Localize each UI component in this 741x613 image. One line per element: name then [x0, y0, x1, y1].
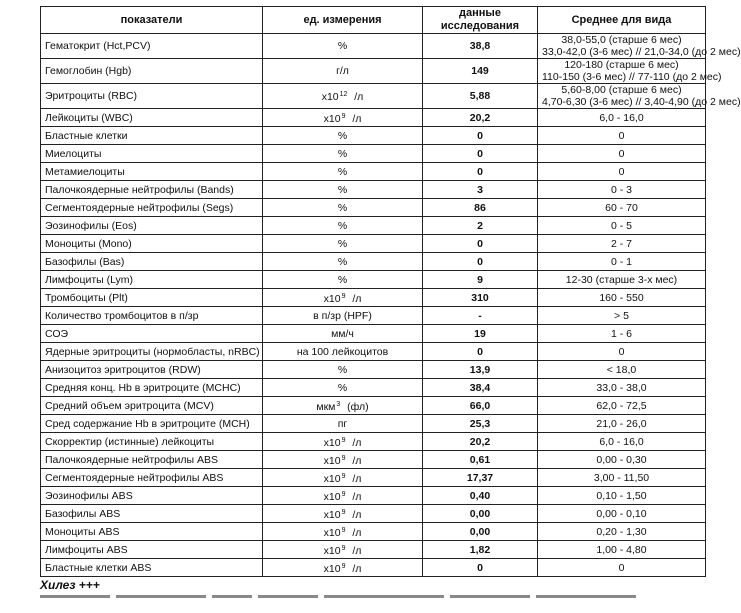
parameter-name: Анизоцитоз эритроцитов (RDW)	[41, 361, 263, 379]
table-row	[41, 163, 706, 181]
reference-range	[538, 325, 706, 343]
parameter-name: Лимфоциты (Lym)	[41, 271, 263, 289]
reference-line: 0	[618, 129, 625, 142]
unit-cell: пг	[263, 415, 423, 433]
parameter-name: Палочкоядерные нейтрофилы ABS	[41, 451, 263, 469]
table-row	[41, 505, 706, 523]
table-row	[41, 397, 706, 415]
unit-suffix: /л	[352, 490, 362, 503]
reference-line: 0 - 3	[610, 183, 632, 196]
result-value: 38,4	[423, 379, 538, 397]
unit-cell	[263, 541, 423, 559]
parameter-name: Гемоглобин (Hgb)	[41, 59, 263, 84]
reference-range	[538, 163, 706, 181]
parameter-name: Количество тромбоцитов в п/зр	[41, 307, 263, 325]
reference-range	[538, 559, 706, 577]
unit-cell: %	[263, 145, 423, 163]
parameter-name: Базофилы ABS	[41, 505, 263, 523]
result-value: 20,2	[423, 433, 538, 451]
unit-base: мкм	[316, 400, 336, 413]
unit-cell: %	[263, 217, 423, 235]
unit-cell: в п/зр (HPF)	[263, 307, 423, 325]
unit-base: x10	[323, 472, 341, 485]
unit-cell	[263, 289, 423, 307]
parameter-name: Лимфоциты ABS	[41, 541, 263, 559]
reference-range	[538, 361, 706, 379]
reference-line: 21,0 - 26,0	[596, 417, 647, 430]
parameter-name: Ядерные эритроциты (нормобласты, nRBC)	[41, 343, 263, 361]
unit-base: x10	[323, 454, 341, 467]
result-value: 0	[423, 235, 538, 253]
footer-note: Хилез +++	[40, 578, 100, 592]
unit-suffix: /л	[352, 562, 362, 575]
table-row	[41, 217, 706, 235]
table-row	[41, 487, 706, 505]
unit-exponent: 9	[341, 454, 346, 462]
reference-line: 4,70-6,30 (3-6 мес) // 3,40-4,90 (до 2 мес)	[542, 96, 741, 108]
reference-line: 0,00 - 0,10	[596, 507, 647, 520]
parameter-name: Эозинофилы ABS	[41, 487, 263, 505]
reference-range	[538, 343, 706, 361]
reference-line: 38,0-55,0 (старше 6 мес)	[561, 34, 682, 46]
unit-base: x10	[323, 490, 341, 503]
unit-cell: %	[263, 163, 423, 181]
header-reference: Среднее для вида	[538, 7, 706, 34]
reference-range	[538, 523, 706, 541]
result-value: 13,9	[423, 361, 538, 379]
result-value: 19	[423, 325, 538, 343]
table-row	[41, 145, 706, 163]
reference-line: 3,00 - 11,50	[593, 471, 650, 484]
parameter-name: Сред содержание Hb в эритроците (MCH)	[41, 415, 263, 433]
parameter-name: Гематокрит (Hct,PCV)	[41, 34, 263, 59]
table-row	[41, 235, 706, 253]
reference-line: 0 - 5	[610, 219, 632, 232]
reference-line: 6,0 - 16,0	[599, 435, 644, 448]
parameter-name: Базофилы (Bas)	[41, 253, 263, 271]
unit-cell	[263, 109, 423, 127]
reference-range	[538, 181, 706, 199]
reference-line: < 18,0	[606, 363, 637, 376]
unit-cell: %	[263, 199, 423, 217]
unit-cell	[263, 84, 423, 109]
reference-range	[538, 271, 706, 289]
result-value: 0	[423, 559, 538, 577]
table-row	[41, 451, 706, 469]
reference-line: 110-150 (3-6 мес) // 77-110 (до 2 мес)	[542, 71, 722, 83]
unit-cell	[263, 451, 423, 469]
table-row	[41, 59, 706, 84]
reference-line: 0	[618, 345, 625, 358]
reference-line: 0	[618, 561, 625, 574]
reference-range	[538, 127, 706, 145]
unit-suffix: /л	[352, 544, 362, 557]
result-value: 86	[423, 199, 538, 217]
result-value: 38,8	[423, 34, 538, 59]
result-value: 1,82	[423, 541, 538, 559]
table-row	[41, 84, 706, 109]
reference-range	[538, 109, 706, 127]
reference-range	[538, 541, 706, 559]
unit-cell	[263, 559, 423, 577]
table-row	[41, 199, 706, 217]
unit-cell: г/л	[263, 59, 423, 84]
reference-line: 160 - 550	[599, 291, 644, 304]
table-row	[41, 271, 706, 289]
result-value: 25,3	[423, 415, 538, 433]
result-value: 310	[423, 289, 538, 307]
unit-exponent: 12	[339, 91, 348, 98]
unit-cell	[263, 433, 423, 451]
parameter-name: Палочкоядерные нейтрофилы (Bands)	[41, 181, 263, 199]
parameter-name: Сегментоядерные нейтрофилы ABS	[41, 469, 263, 487]
unit-suffix: (фл)	[347, 400, 369, 413]
reference-line: 33,0 - 38,0	[596, 381, 647, 394]
reference-line: 1 - 6	[610, 327, 632, 340]
unit-exponent: 9	[341, 490, 346, 498]
reference-range	[538, 253, 706, 271]
parameter-name: Эозинофилы (Eos)	[41, 217, 263, 235]
result-value: 20,2	[423, 109, 538, 127]
result-value: -	[423, 307, 538, 325]
parameter-name: Моноциты (Mono)	[41, 235, 263, 253]
parameter-name: Эритроциты (RBC)	[41, 84, 263, 109]
result-value: 0	[423, 145, 538, 163]
reference-line: 0	[618, 165, 625, 178]
reference-range	[538, 84, 741, 109]
reference-range	[538, 289, 706, 307]
unit-exponent: 9	[341, 292, 346, 300]
unit-cell	[263, 523, 423, 541]
parameter-name: СОЭ	[41, 325, 263, 343]
unit-base: x10	[323, 436, 341, 449]
unit-cell: %	[263, 127, 423, 145]
result-value: 0	[423, 127, 538, 145]
table-row	[41, 307, 706, 325]
result-value: 17,37	[423, 469, 538, 487]
unit-exponent: 9	[341, 112, 346, 120]
unit-exponent: 3	[336, 400, 341, 408]
reference-line: 5,60-8,00 (старше 6 мес)	[561, 84, 682, 96]
result-value: 66,0	[423, 397, 538, 415]
parameter-name: Средняя конц. Hb в эритроците (MCHC)	[41, 379, 263, 397]
table-row	[41, 361, 706, 379]
reference-range	[538, 415, 706, 433]
table-row	[41, 253, 706, 271]
parameter-name: Тромбоциты (Plt)	[41, 289, 263, 307]
unit-cell: %	[263, 253, 423, 271]
result-value: 0,00	[423, 505, 538, 523]
reference-line: 0	[618, 147, 625, 160]
table-row	[41, 379, 706, 397]
table-row	[41, 325, 706, 343]
result-value: 0,61	[423, 451, 538, 469]
unit-suffix: /л	[352, 508, 362, 521]
table-row	[41, 559, 706, 577]
result-value: 9	[423, 271, 538, 289]
reference-line: 1,00 - 4,80	[596, 543, 647, 556]
unit-cell	[263, 469, 423, 487]
unit-cell: %	[263, 271, 423, 289]
reference-line: 6,0 - 16,0	[599, 111, 644, 124]
table-row	[41, 343, 706, 361]
reference-line: 0 - 1	[610, 255, 632, 268]
parameter-name: Скорректир (истинные) лейкоциты	[41, 433, 263, 451]
reference-range	[538, 307, 706, 325]
reference-range	[538, 469, 706, 487]
result-value: 5,88	[423, 84, 538, 109]
unit-cell: %	[263, 235, 423, 253]
unit-exponent: 9	[341, 508, 346, 516]
unit-base: x10	[323, 544, 341, 557]
reference-line: 62,0 - 72,5	[596, 399, 647, 412]
reference-range	[538, 505, 706, 523]
result-value: 0	[423, 343, 538, 361]
unit-exponent: 9	[341, 544, 346, 552]
unit-base: x10	[323, 526, 341, 539]
unit-suffix: /л	[352, 292, 362, 305]
parameter-name: Метамиелоциты	[41, 163, 263, 181]
unit-base: x10	[323, 562, 341, 575]
cut-off-text-line	[40, 595, 680, 600]
reference-range	[538, 379, 706, 397]
parameter-name: Сегментоядерные нейтрофилы (Segs)	[41, 199, 263, 217]
table-body	[41, 34, 741, 577]
reference-line: > 5	[614, 309, 629, 322]
table-row	[41, 523, 706, 541]
table-row	[41, 541, 706, 559]
result-value: 0,00	[423, 523, 538, 541]
reference-line: 2 - 7	[610, 237, 632, 250]
result-value: 149	[423, 59, 538, 84]
parameter-name: Лейкоциты (WBC)	[41, 109, 263, 127]
reference-range	[538, 199, 706, 217]
reference-range	[538, 235, 706, 253]
unit-base: x10	[323, 508, 341, 521]
unit-cell	[263, 487, 423, 505]
reference-range	[538, 433, 706, 451]
reference-line: 60 - 70	[605, 201, 638, 214]
unit-suffix: /л	[352, 436, 362, 449]
table-row	[41, 34, 706, 59]
reference-range	[538, 217, 706, 235]
unit-exponent: 9	[341, 526, 346, 534]
table-row	[41, 109, 706, 127]
header-parameter: показатели	[41, 7, 263, 34]
unit-cell: на 100 лейкоцитов	[263, 343, 423, 361]
unit-exponent: 9	[341, 436, 346, 444]
result-value: 2	[423, 217, 538, 235]
unit-exponent: 9	[341, 472, 346, 480]
reference-range	[538, 145, 706, 163]
reference-line: 0,10 - 1,50	[596, 489, 647, 502]
reference-line: 0,20 - 1,30	[596, 525, 647, 538]
parameter-name: Бластные клетки	[41, 127, 263, 145]
result-value: 0	[423, 253, 538, 271]
unit-exponent: 9	[341, 562, 346, 570]
table-row	[41, 415, 706, 433]
table-row	[41, 181, 706, 199]
reference-line: 0,00 - 0,30	[596, 453, 647, 466]
unit-cell: %	[263, 34, 423, 59]
unit-suffix: /л	[352, 112, 362, 125]
unit-cell: %	[263, 379, 423, 397]
unit-cell: мм/ч	[263, 325, 423, 343]
table-row	[41, 433, 706, 451]
result-value: 3	[423, 181, 538, 199]
unit-suffix: /л	[354, 91, 364, 103]
table-row	[41, 469, 706, 487]
reference-range	[538, 451, 706, 469]
parameter-name: Миелоциты	[41, 145, 263, 163]
reference-range	[538, 34, 741, 59]
unit-cell: %	[263, 361, 423, 379]
header-unit: ед. измерения	[263, 7, 423, 34]
reference-range	[538, 397, 706, 415]
blood-test-table	[40, 6, 741, 577]
reference-line: 12-30 (старше 3-х мес)	[565, 273, 678, 286]
unit-base: x10	[323, 112, 341, 125]
unit-cell: %	[263, 181, 423, 199]
unit-cell	[263, 397, 423, 415]
parameter-name: Бластные клетки ABS	[41, 559, 263, 577]
unit-suffix: /л	[352, 472, 362, 485]
header-result: данные исследования	[423, 7, 538, 34]
parameter-name: Средний объем эритроцита (MCV)	[41, 397, 263, 415]
unit-cell	[263, 505, 423, 523]
unit-base: x10	[323, 292, 341, 305]
unit-suffix: /л	[352, 526, 362, 539]
reference-range	[538, 59, 722, 84]
table-header-row	[41, 7, 706, 34]
unit-suffix: /л	[352, 454, 362, 467]
reference-range	[538, 487, 706, 505]
table-row	[41, 127, 706, 145]
reference-line: 33,0-42,0 (3-6 мес) // 21,0-34,0 (до 2 мес)	[542, 46, 741, 58]
result-value: 0,40	[423, 487, 538, 505]
parameter-name: Моноциты ABS	[41, 523, 263, 541]
unit-base: x10	[321, 91, 339, 103]
table-row	[41, 289, 706, 307]
result-value: 0	[423, 163, 538, 181]
reference-line: 120-180 (старше 6 мес)	[564, 59, 679, 71]
